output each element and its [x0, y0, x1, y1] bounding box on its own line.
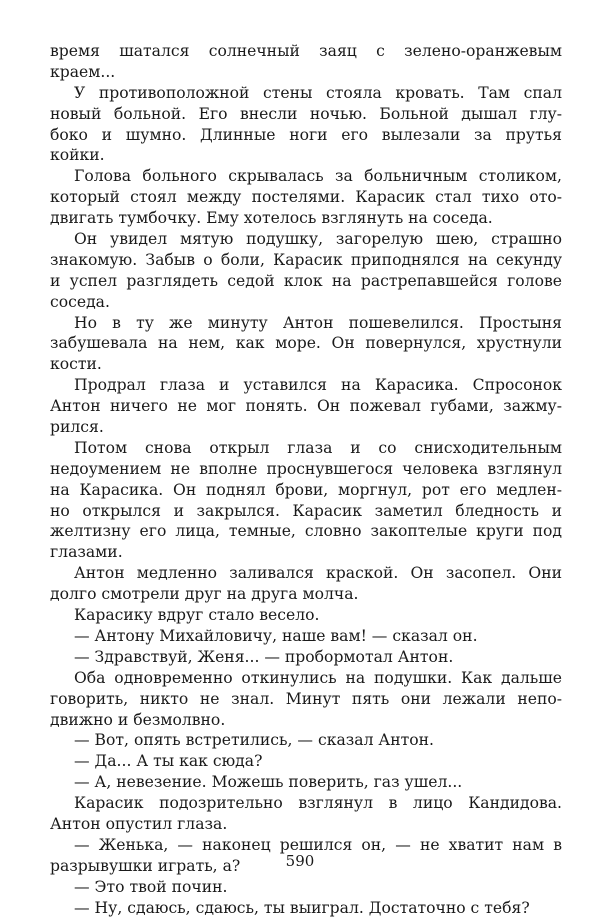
text-line: долго смотрели друг на друга молча. [50, 585, 359, 604]
text-line: рился. [50, 418, 104, 437]
text-line: У противоположной стены стояла кровать. Там спал [74, 83, 562, 102]
text-line: разрывушки играть, а? [50, 856, 241, 875]
text-line: движно и безмолвно. [50, 710, 226, 729]
text-line: — Да... А ты как сюда? [74, 752, 263, 771]
text-line: забушевала на нем, как море. Он повернулся, хрустнули [50, 334, 562, 353]
text-line: говорить, никто не знал. Минут пять они лежали непо- [50, 689, 562, 708]
text-line: кости. [50, 355, 102, 374]
text-line: время шатался солнечный заяц с зелено-оранжевым [50, 42, 562, 60]
text-line: краем... [50, 62, 116, 81]
text-line: — Здравствуй, Женя... — пробормотал Антон. [74, 647, 454, 666]
text-line: Карасик подозрительно взглянул в лицо Кандидова. [74, 794, 562, 813]
text-line: Оба одновременно откинулись на подушки. Как дальше [74, 668, 562, 687]
text-line: койки. [50, 146, 105, 165]
text-line: Потом снова открыл глаза и со снисходительным [74, 438, 562, 457]
text-line: Но в ту же минуту Антон пошевелился. Простыня [74, 313, 562, 332]
text-line: Голова больного скрывалась за больничным столиком, [74, 167, 562, 186]
text-line: боко и шумно. Длинные ноги его вылезали за прутья [50, 125, 562, 144]
text-line: — Антону Михайловичу, наше вам! — сказал он. [74, 626, 478, 645]
text-line: и успел разглядеть седой клок на растрепавшейся голове [50, 271, 562, 290]
text-line: Продрал глаза и уставился на Карасика. Спросонок [74, 376, 562, 395]
text-line: Карасику вдруг стало весело. [74, 606, 320, 625]
text-line: глазами. [50, 543, 123, 562]
text-line: но открылся и закрылся. Карасик заметил бледность и [50, 501, 562, 520]
text-line: — Женька, — наконец решился он, — не хватит нам в [74, 835, 562, 854]
text-line: двигать тумбочку. Ему хотелось взглянуть на соседа. [50, 209, 493, 228]
text-line: Антон медленно заливался краской. Он засопел. Они [74, 564, 562, 583]
text-line: новый больной. Его внесли ночью. Больной дышал глу- [50, 104, 562, 123]
text-line: недоумением не вполне проснувшегося человека взглянул [50, 459, 562, 478]
text-line: который стоял между постелями. Карасик стал тихо ото- [50, 188, 562, 207]
text-line: — Ну, сдаюсь, сдаюсь, ты выиграл. Достаточно с тебя? [74, 898, 530, 917]
text-line: желтизну его лица, темные, словно закоптелые круги под [50, 522, 562, 541]
text-line: — Это твой почин. [74, 877, 228, 896]
text-line: — А, невезение. Можешь поверить, газ ушел... [74, 773, 463, 792]
text-line: Он увидел мятую подушку, загорелую шею, страшно [74, 230, 562, 249]
page-number: 590 [285, 852, 315, 870]
text-line: — Вот, опять встретились, — сказал Антон. [74, 731, 434, 750]
text-line: знакомую. Забыв о боли, Карасик приподнялся на секунду [50, 250, 562, 269]
text-line: Антон ничего не мог понять. Он пожевал губами, зажму- [50, 397, 562, 416]
text-line: Антон опустил глаза. [50, 814, 228, 833]
text-line: на Карасика. Он поднял брови, моргнул, рот его медлен- [50, 480, 562, 499]
text-line: соседа. [50, 292, 110, 311]
body-text [50, 41, 562, 918]
